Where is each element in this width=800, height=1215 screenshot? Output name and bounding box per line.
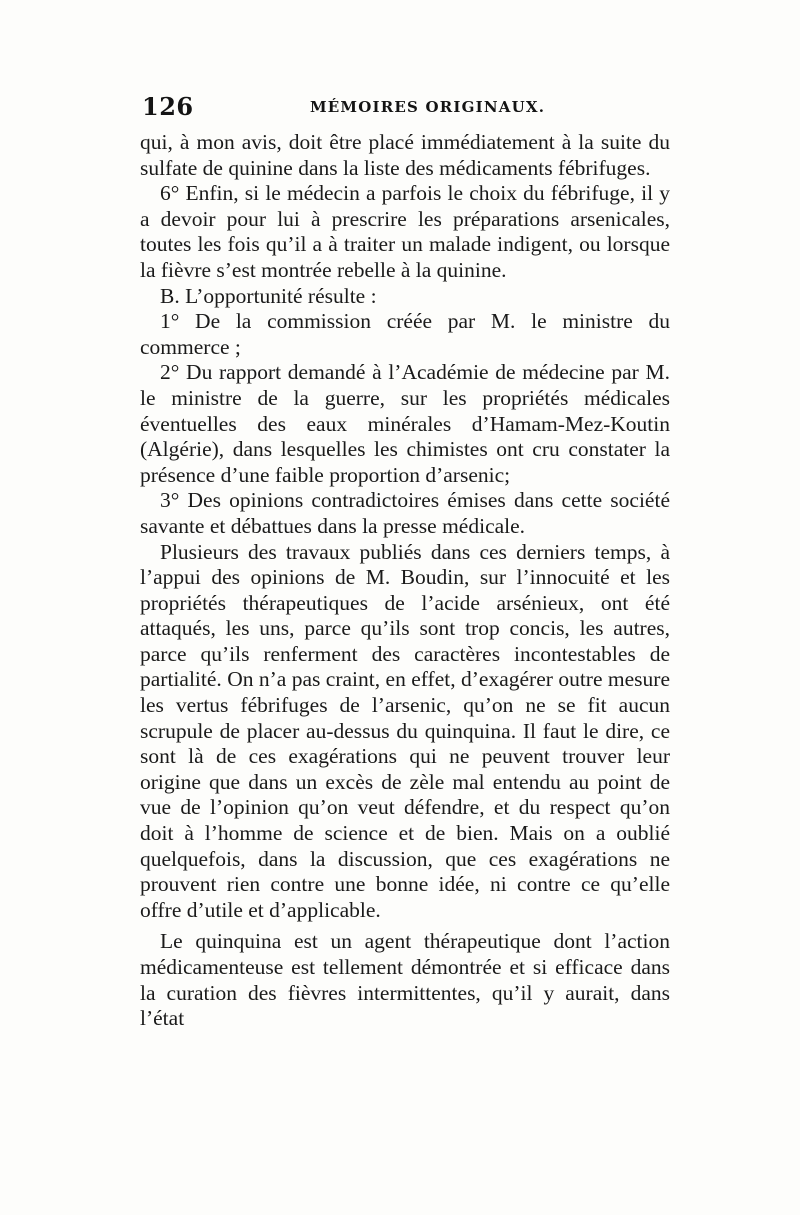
paragraph-point-3: 3° Des opinions contradictoires émises dans cette société savante et débattues dans la presse médicale. (140, 488, 670, 538)
running-title: MÉMOIRES ORIGINAUX. (310, 98, 546, 116)
paragraph-point-6: 6° Enfin, si le médecin a parfois le choix du fébrifuge, il y a devoir pour lui à prescrire les préparations arsenicales, toutes les fois qu’il a à traiter un malade indigent, ou lorsque la fièvre s’est montrée rebelle à la quinine. (140, 181, 670, 282)
paragraph-point-2: 2° Du rapport demandé à l’Académie de médecine par M. le ministre de la guerre, sur les propriétés médicales éventuelles des eaux minérales d’Hamam-Mez-Koutin (Algérie), dans lesquelles les chimistes ont cru constater la présence d’une faible proportion d’arsenic; (140, 360, 670, 487)
page-header (140, 92, 670, 122)
body-text (140, 130, 670, 1032)
paragraph-plusieurs: Plusieurs des travaux publiés dans ces derniers temps, à l’appui des opinions de M. Boudin, sur l’innocuité et les propriétés thérapeutiques de l’acide arsénieux, ont été attaqués, les uns, parce qu’ils sont trop concis, les autres, parce qu’ils renferment des caractères incontestables de partialité. On n’a pas craint, en effet, d’exagérer outre mesure les vertus fébrifuges de l’arsenic, qu’on ne se fit aucun scrupule de placer au-dessus du quinquina. Il faut le dire, ce sont là de ces exagérations qui ne peuvent trouver leur origine que dans un excès de zèle mal entendu au point de vue de l’opinion qu’on veut défendre, et du respect qu’on doit à l’homme de science et de bien. Mais on a oublié quelquefois, dans la discussion, que ces exagérations ne prouvent rien contre une bonne idée, ni contre ce qu’elle offre d’utile et d’applicable. (140, 539, 670, 922)
page-number: 126 (142, 92, 194, 121)
paragraph-section-b: B. L’opportunité résulte : (160, 283, 377, 308)
paragraph-continuation: qui, à mon avis, doit être placé immédiatement à la suite du sulfate de quinine dans la liste des médicaments fébrifuges. (140, 130, 670, 180)
paragraph-quinquina: Le quinquina est un agent thérapeutique dont l’action médicamenteuse est tellement démontrée et si efficace dans la curation des fièvres intermittentes, qu’il y aurait, dans l’état (140, 929, 670, 1031)
paragraph-point-1: 1° De la commission créée par M. le ministre du commerce ; (140, 309, 670, 359)
